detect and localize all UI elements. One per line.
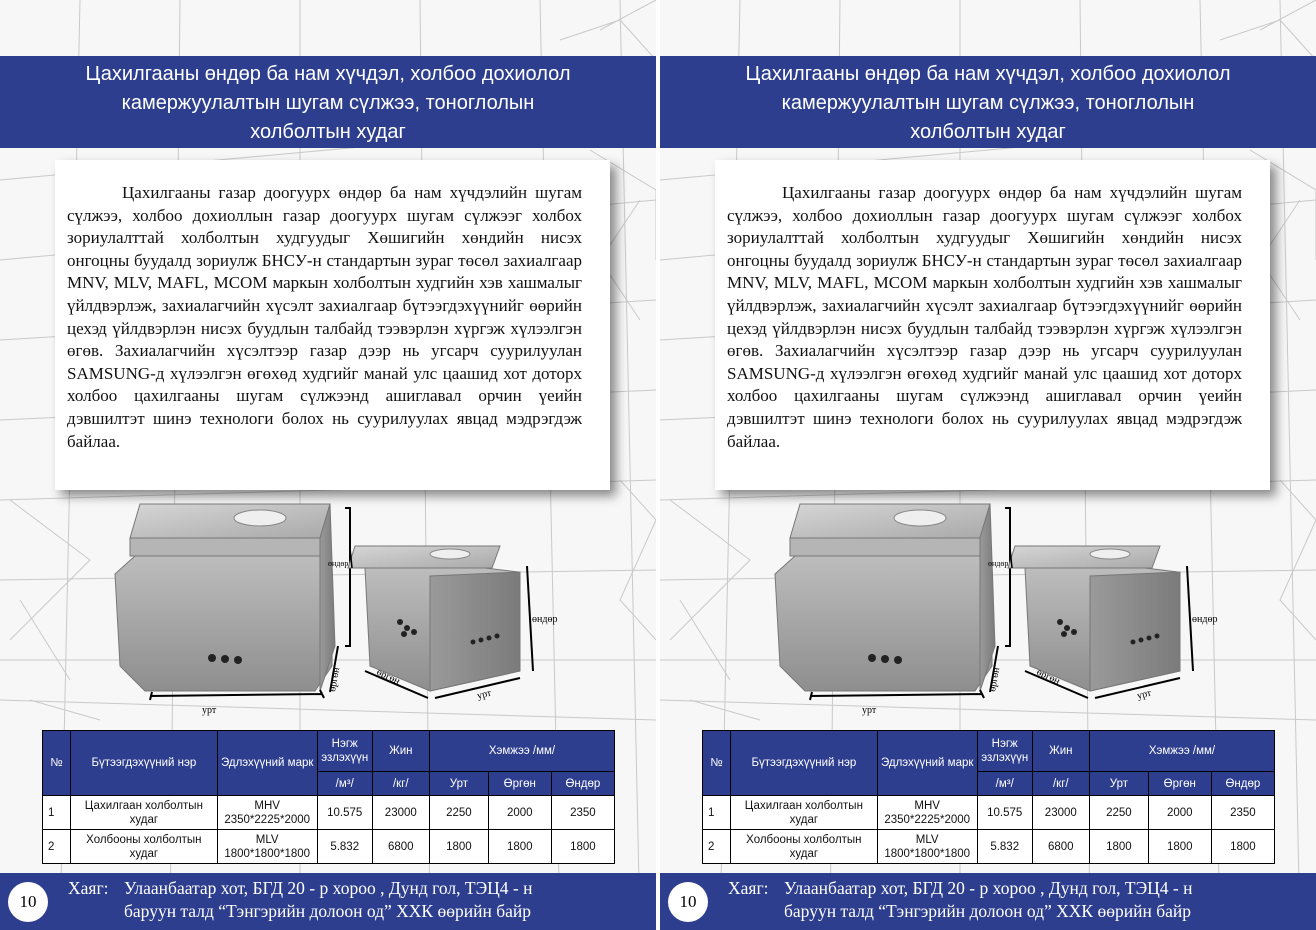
label-width-small: өргөн xyxy=(374,666,402,688)
cell-no: 1 xyxy=(703,796,731,830)
page-title xyxy=(0,56,656,148)
col-mark: Эдлэхүүний марк xyxy=(217,731,317,796)
concrete-manhole-illustration xyxy=(100,496,570,721)
col-weight: Жин xyxy=(1032,731,1089,772)
label-length-big: урт xyxy=(202,705,217,716)
label-height-big: өндөр xyxy=(1192,614,1218,625)
col-width: Өргөн xyxy=(488,772,551,796)
cell-length: 2250 xyxy=(429,796,488,830)
cell-no: 2 xyxy=(43,830,71,864)
col-dimensions: Хэмжээ /мм/ xyxy=(1089,731,1274,772)
col-length: Урт xyxy=(1089,772,1148,796)
page-number: 10 xyxy=(668,882,708,922)
cell-mark xyxy=(217,796,317,830)
description-text: Цахилгааны газар доогуурх өндөр ба нам хүчдэлийн шугам сүлжээ, холбоо дохиоллын газар доогуурх шугам сүлжээг холбох зориулалттай холболтын худгуудыг Хөшигийн хөндийн нисэх онгоцны буудалд зориулж БНСУ-н стандартын зураг төсөл захиалгаар MNV, MLV, MAFL, MCOM маркын холболтын худгийн хэв хашмалыг үйлдвэрлэж, захиалагчийн хүсэлт захиалгаар бүтээгдэхүүнийг өөрийн цехэд үйлдвэрлэн нисэх буудлын талбайд тээвэрлэн хүргэж хүлээлгэн өгөв. Захиалагчийн хүсэлтээр газар дээр нь угсарч суурилуулан SAMSUNG-д хүлээлгэн өгөхөд худгийг манай улс цаашид хот доторх холбоо цахилгааны шугам сүлжээнд ашиглавал орчин үеийн дэвшилтэт шинэ технологи болох нь суурилуулах явцад мэдрэгдэж байлаа. xyxy=(727,183,1242,451)
label-length-small: урт xyxy=(1135,687,1153,702)
cell-name: Цахилгаан холболтын худаг xyxy=(71,796,217,830)
cell-no: 2 xyxy=(703,830,731,864)
specification-table xyxy=(702,730,1275,864)
col-no: № xyxy=(43,731,71,796)
label-width-big: өргөн xyxy=(327,666,343,693)
col-unit-volume: Нэгж эзлэхүүн xyxy=(317,731,372,772)
mark-code: MLV xyxy=(255,833,279,846)
footer xyxy=(0,873,656,930)
label-length-small: урт xyxy=(475,687,493,702)
cell-length: 1800 xyxy=(429,830,488,864)
description-box xyxy=(715,160,1270,490)
label-width-small: өргөн xyxy=(1034,666,1062,688)
address-label: Хаяг: xyxy=(68,878,109,898)
label-width-big: өргөн xyxy=(987,666,1003,693)
page-right xyxy=(660,0,1316,930)
col-name: Бүтээгдэхүүний нэр xyxy=(731,731,877,796)
concrete-manhole-illustration xyxy=(760,496,1230,721)
col-no: № xyxy=(703,731,731,796)
cell-volume: 5.832 xyxy=(977,830,1032,864)
page-title xyxy=(660,56,1316,148)
col-weight: Жин xyxy=(372,731,429,772)
cell-volume: 10.575 xyxy=(977,796,1032,830)
mark-dims: 1800*1800*1800 xyxy=(224,847,311,860)
description-box xyxy=(55,160,610,490)
cell-no: 1 xyxy=(43,796,71,830)
col-height: Өндөр xyxy=(551,772,614,796)
col-name: Бүтээгдэхүүний нэр xyxy=(71,731,217,796)
cell-height: 2350 xyxy=(551,796,614,830)
title-line-1: Цахилгааны өндөр ба нам хүчдэл, холбоо дохиолол xyxy=(85,63,571,85)
cell-volume: 10.575 xyxy=(317,796,372,830)
col-weight-unit: /кг/ xyxy=(372,772,429,796)
description-text: Цахилгааны газар доогуурх өндөр ба нам хүчдэлийн шугам сүлжээ, холбоо дохиоллын газар доогуурх шугам сүлжээг холбох зориулалттай холболтын худгуудыг Хөшигийн хөндийн нисэх онгоцны буудалд зориулж БНСУ-н стандартын зураг төсөл захиалгаар MNV, MLV, MAFL, MCOM маркын холболтын худгийн хэв хашмалыг үйлдвэрлэж, захиалагчийн хүсэлт захиалгаар бүтээгдэхүүнийг өөрийн цехэд үйлдвэрлэн нисэх буудлын талбайд тээвэрлэн хүргэж хүлээлгэн өгөв. Захиалагчийн хүсэлтээр газар дээр нь угсарч суурилуулан SAMSUNG-д хүлээлгэн өгөхөд худгийг манай улс цаашид хот доторх холбоо цахилгааны шугам сүлжээнд ашиглавал орчин үеийн дэвшилтэт шинэ технологи болох нь суурилуулах явцад мэдрэгдэж байлаа. xyxy=(67,183,582,451)
address-label: Хаяг: xyxy=(728,878,769,898)
cell-width: 1800 xyxy=(1148,830,1211,864)
cell-name: Холбооны холболтын худаг xyxy=(71,830,217,864)
mark-code: MHV xyxy=(254,799,280,812)
col-unit-volume-unit: /м³/ xyxy=(317,772,372,796)
col-height: Өндөр xyxy=(1211,772,1274,796)
cell-weight: 6800 xyxy=(372,830,429,864)
large-manhole xyxy=(775,504,1010,700)
cell-name: Холбооны холболтын худаг xyxy=(731,830,877,864)
cell-height: 1800 xyxy=(551,830,614,864)
page-number: 10 xyxy=(8,882,48,922)
title-line-3: холболтын худаг xyxy=(250,121,406,143)
cell-width: 1800 xyxy=(488,830,551,864)
col-unit-volume: Нэгж эзлэхүүн xyxy=(977,731,1032,772)
label-height-big: өндөр xyxy=(532,614,558,625)
mark-dims: 1800*1800*1800 xyxy=(884,847,971,860)
title-line-2: камержуулалтын шугам сүлжээ, тоноглолын xyxy=(781,92,1195,114)
title-line-3: холболтын худаг xyxy=(910,121,1066,143)
large-manhole xyxy=(115,504,350,700)
address-line-1: Улаанбаатар хот, БГД 20 - р хороо , Дунд гол, ТЭЦ4 - н xyxy=(784,878,1193,898)
cell-mark xyxy=(877,830,977,864)
cell-width: 2000 xyxy=(488,796,551,830)
cell-height: 2350 xyxy=(1211,796,1274,830)
label-height-small: өндөр xyxy=(328,559,349,568)
col-mark: Эдлэхүүний марк xyxy=(877,731,977,796)
col-dimensions: Хэмжээ /мм/ xyxy=(429,731,614,772)
specification-table xyxy=(42,730,615,864)
cell-width: 2000 xyxy=(1148,796,1211,830)
table-row xyxy=(43,830,615,864)
mark-dims: 2350*2225*2000 xyxy=(224,813,311,826)
cell-weight: 23000 xyxy=(1032,796,1089,830)
footer xyxy=(660,873,1316,930)
cell-volume: 5.832 xyxy=(317,830,372,864)
col-width: Өргөн xyxy=(1148,772,1211,796)
title-line-2: камержуулалтын шугам сүлжээ, тоноглолын xyxy=(121,92,535,114)
mark-code: MHV xyxy=(914,799,940,812)
cell-name: Цахилгаан холболтын худаг xyxy=(731,796,877,830)
col-weight-unit: /кг/ xyxy=(1032,772,1089,796)
col-unit-volume-unit: /м³/ xyxy=(977,772,1032,796)
table-row xyxy=(703,796,1275,830)
label-length-big: урт xyxy=(862,705,877,716)
cell-mark xyxy=(877,796,977,830)
title-line-1: Цахилгааны өндөр ба нам хүчдэл, холбоо дохиолол xyxy=(745,63,1231,85)
cell-height: 1800 xyxy=(1211,830,1274,864)
cell-weight: 23000 xyxy=(372,796,429,830)
label-height-small: өндөр xyxy=(988,559,1009,568)
col-length: Урт xyxy=(429,772,488,796)
cell-length: 2250 xyxy=(1089,796,1148,830)
mark-code: MLV xyxy=(915,833,939,846)
cell-length: 1800 xyxy=(1089,830,1148,864)
cell-mark xyxy=(217,830,317,864)
mark-dims: 2350*2225*2000 xyxy=(884,813,971,826)
table-row xyxy=(43,796,615,830)
table-row xyxy=(703,830,1275,864)
address-line-2: баруун талд “Тэнгэрийн долоон од” ХХК өөрийн байр xyxy=(124,901,531,921)
address-line-2: баруун талд “Тэнгэрийн долоон од” ХХК өөрийн байр xyxy=(784,901,1191,921)
address-line-1: Улаанбаатар хот, БГД 20 - р хороо , Дунд гол, ТЭЦ4 - н xyxy=(124,878,533,898)
cell-weight: 6800 xyxy=(1032,830,1089,864)
page-left xyxy=(0,0,656,930)
